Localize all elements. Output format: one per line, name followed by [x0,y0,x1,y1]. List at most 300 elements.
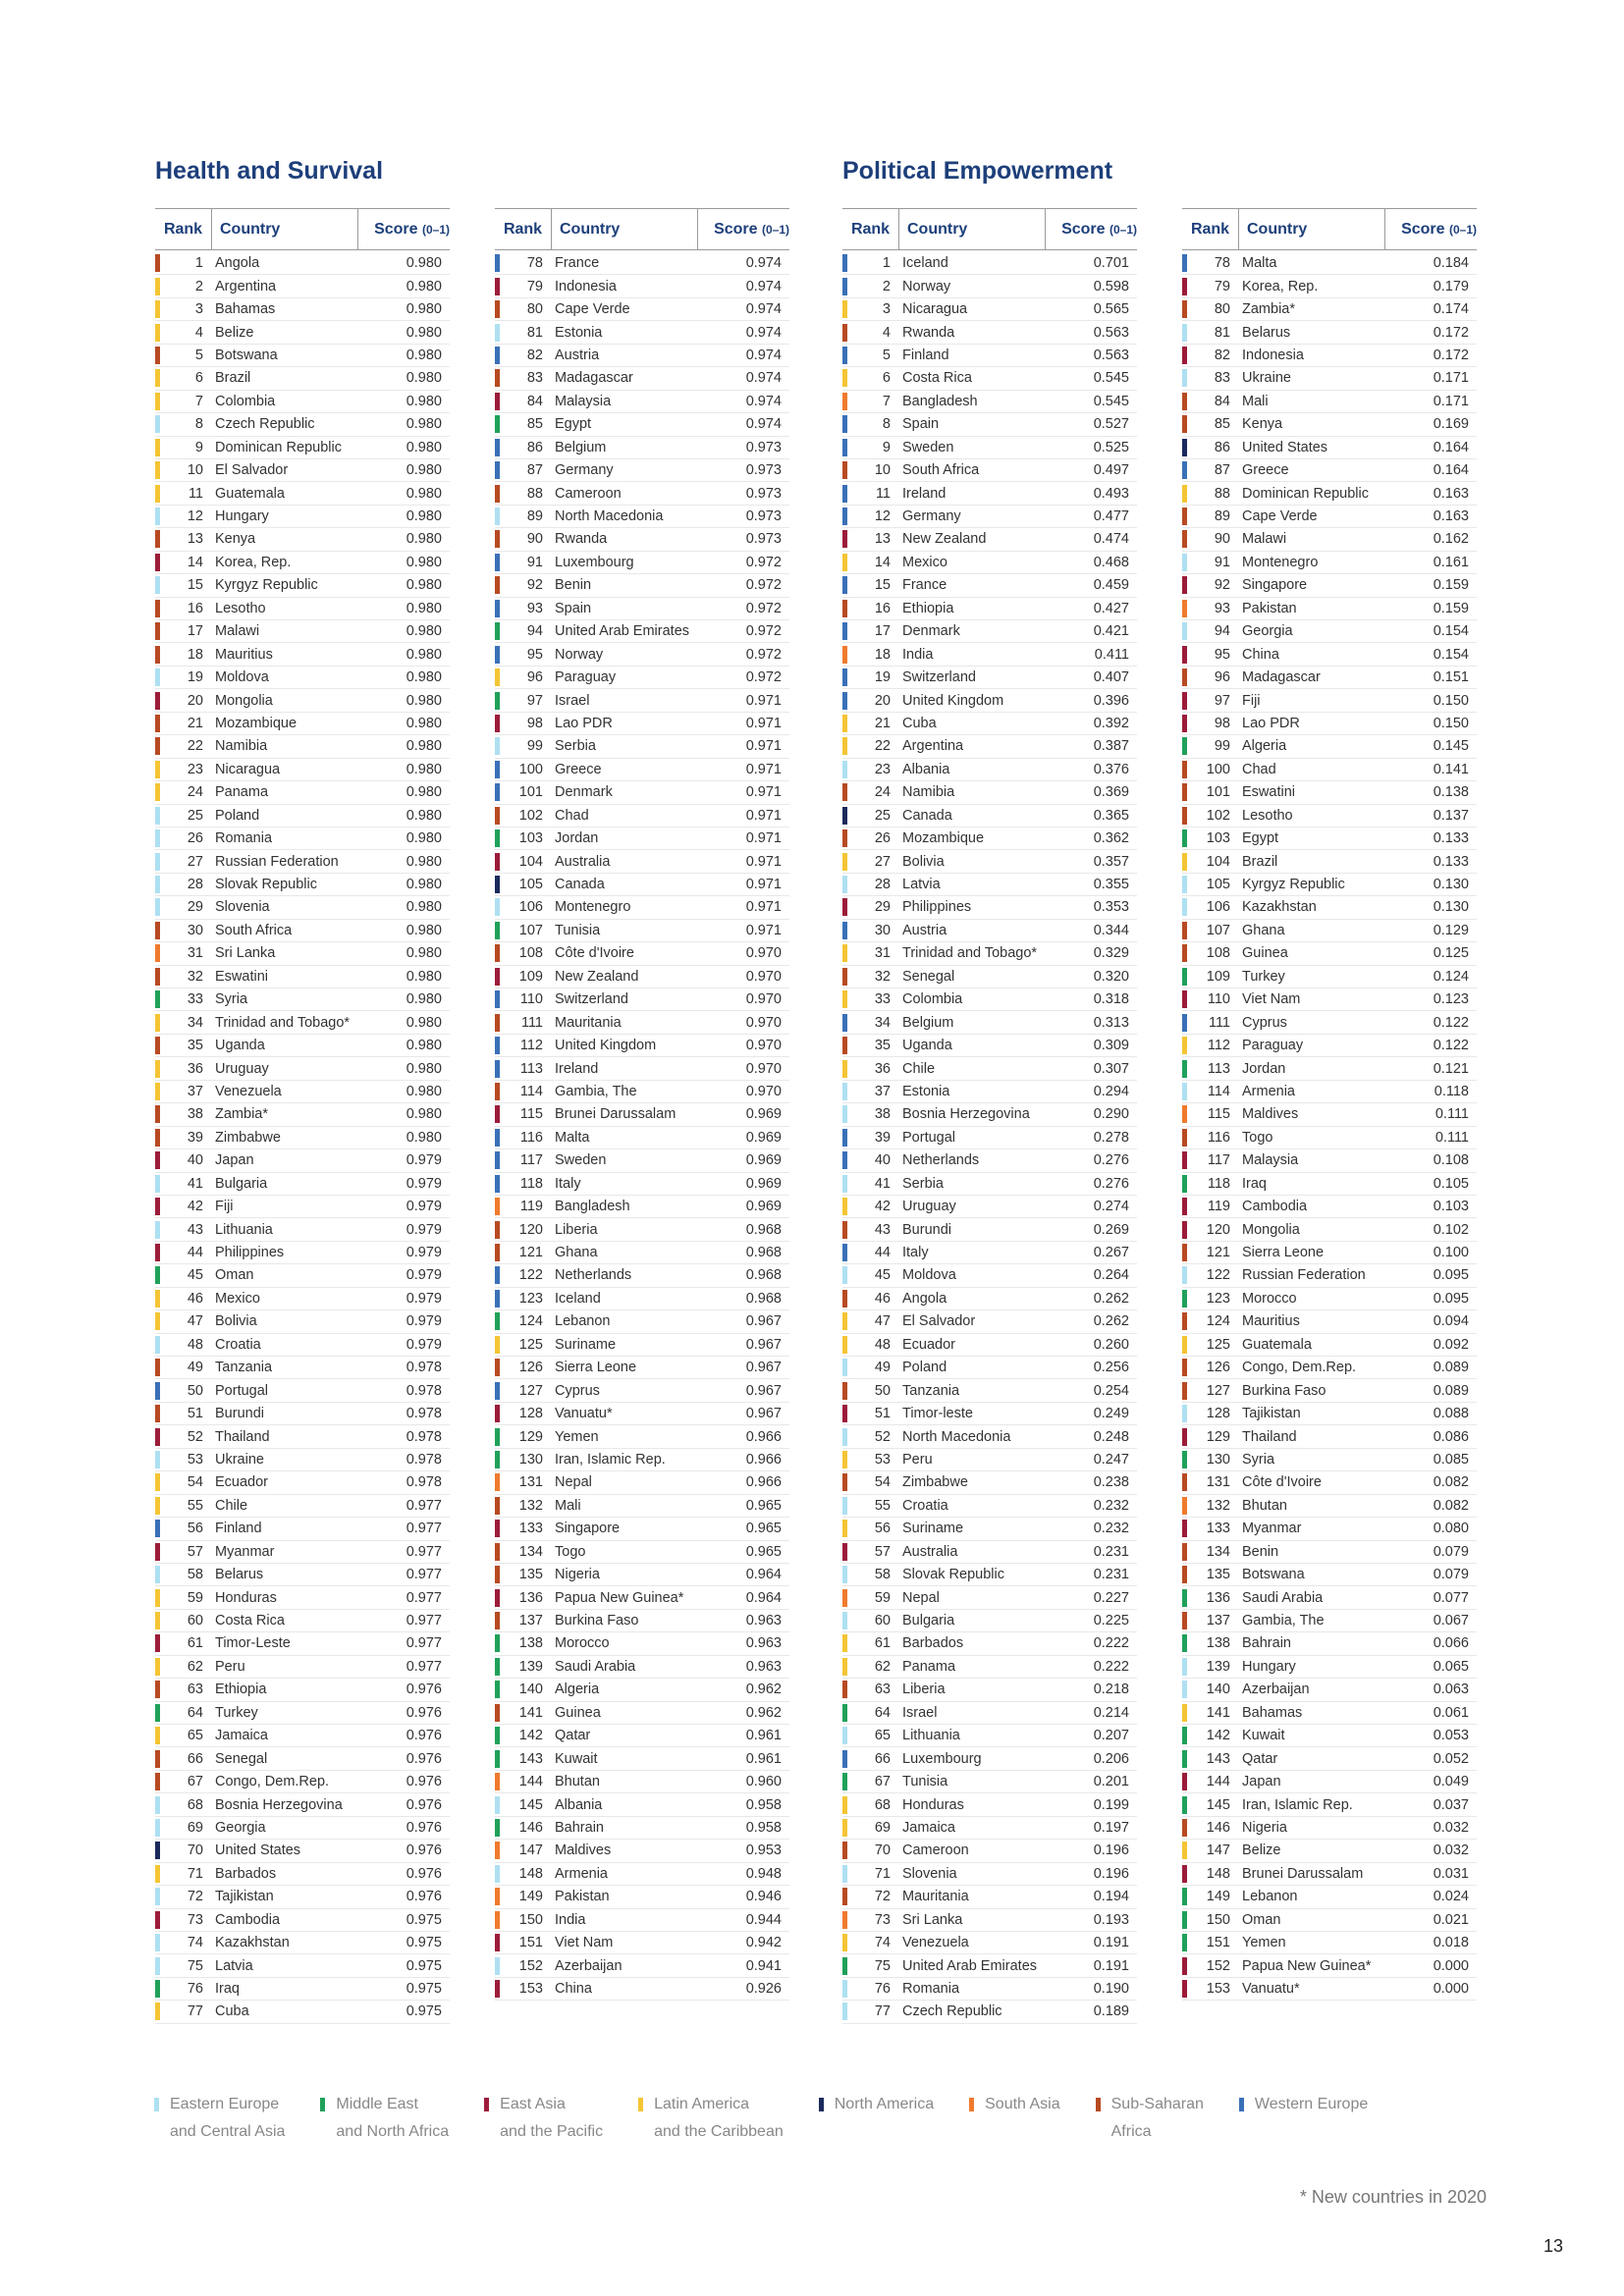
score-cell: 0.975 [406,1957,442,1974]
rank-cell: 43 [187,1221,203,1238]
rank-cell: 153 [518,1981,543,1998]
score-cell: 0.976 [406,1750,442,1767]
country-cell: Cameroon [555,485,622,502]
country-cell: Tunisia [902,1774,948,1790]
rank-cell: 131 [518,1474,543,1491]
score-cell: 0.977 [406,1567,442,1583]
table-row [155,1218,450,1241]
table-row [155,2001,450,2023]
legend-swatch [154,2098,159,2111]
country-cell: Mauritania [902,1889,969,1905]
score-cell: 0.969 [745,1199,782,1215]
rank-cell: 77 [187,2003,203,2020]
rank-cell: 1 [882,255,891,272]
rank-cell: 25 [187,807,203,824]
table-row [495,437,789,459]
rank-cell: 101 [518,784,543,801]
table-row [155,896,450,919]
score-cell: 0.477 [1093,508,1129,525]
country-cell: South Africa [902,462,980,479]
country-cell: Rwanda [902,324,955,341]
rank-cell: 125 [1206,1336,1230,1353]
table-row [495,1932,789,1954]
table-row [1182,667,1477,689]
rank-cell: 32 [874,968,891,985]
table-row [1182,896,1477,919]
table-row [495,850,789,873]
country-cell: Ethiopia [215,1682,267,1698]
score-cell: 0.052 [1433,1750,1469,1767]
score-cell: 0.980 [406,623,442,640]
score-cell: 0.092 [1433,1336,1469,1353]
score-cell: 0.238 [1093,1474,1129,1491]
country-cell: India [555,1911,586,1928]
score-cell: 0.290 [1093,1106,1129,1123]
country-cell: Saudi Arabia [1242,1589,1324,1606]
score-cell: 0.369 [1093,784,1129,801]
rank-cell: 60 [187,1613,203,1629]
rank-cell: 16 [187,600,203,616]
table-row [155,1747,450,1770]
legend-item-mena [320,2091,449,2146]
country-cell: Belgium [555,439,607,455]
rank-cell: 41 [187,1175,203,1192]
legend-label: Sub-Saharan Africa [1110,2096,1204,2140]
table-row [495,1886,789,1908]
score-cell: 0.980 [406,807,442,824]
score-cell: 0.976 [406,1889,442,1905]
table-row [495,735,789,758]
score-cell: 0.980 [406,945,442,962]
score-cell: 0.365 [1093,807,1129,824]
country-cell: Bolivia [902,853,945,870]
rank-cell: 55 [187,1497,203,1514]
score-cell: 0.207 [1093,1728,1129,1744]
table-row [842,920,1137,942]
rank-cell: 110 [1207,991,1230,1008]
country-cell: Viet Nam [555,1935,614,1951]
country-cell: Estonia [555,324,603,341]
table-row [842,896,1137,919]
country-cell: Norway [902,278,951,294]
score-cell: 0.049 [1433,1774,1469,1790]
rank-cell: 31 [187,945,203,962]
score-cell: 0.980 [406,370,442,387]
country-cell: Pakistan [555,1889,610,1905]
country-cell: Brunei Darussalam [555,1106,677,1123]
score-cell: 0.329 [1093,945,1129,962]
score-cell: 0.318 [1093,991,1129,1008]
country-cell: Vanuatu* [1242,1981,1300,1998]
country-cell: Romania [902,1981,960,1998]
rank-cell: 28 [187,877,203,893]
table-row [155,298,450,321]
country-cell: Cyprus [1242,1014,1287,1031]
rank-cell: 153 [1206,1981,1230,1998]
rank-cell: 98 [1214,715,1230,731]
country-cell: Uruguay [902,1199,956,1215]
table-row [842,942,1137,965]
score-cell: 0.082 [1433,1497,1469,1514]
rank-cell: 121 [1206,1245,1230,1261]
table-row [842,1771,1137,1793]
score-cell: 0.971 [745,692,782,709]
table-row [842,413,1137,436]
country-cell: Costa Rica [215,1613,285,1629]
rank-cell: 104 [518,853,543,870]
rank-cell: 72 [187,1889,203,1905]
rank-cell: 27 [187,853,203,870]
rank-cell: 132 [518,1497,543,1514]
table-row [842,1725,1137,1747]
score-cell: 0.965 [745,1543,782,1560]
rank-cell: 130 [518,1451,543,1468]
table-row [842,1495,1137,1518]
table-row [155,1632,450,1655]
score-cell: 0.980 [406,393,442,409]
score-cell: 0.977 [406,1589,442,1606]
rank-cell: 113 [1207,1060,1230,1077]
country-cell: Uganda [215,1038,265,1054]
table-body [495,252,789,2001]
header-score-label: Score [1061,220,1106,238]
score-cell: 0.159 [1433,577,1469,594]
country-cell: Austria [555,347,600,363]
score-cell: 0.201 [1093,1774,1129,1790]
country-cell: Nigeria [555,1567,600,1583]
country-cell: Eswatini [215,968,268,985]
table-row [1182,1471,1477,1494]
table-row [495,759,789,781]
score-cell: 0.123 [1433,991,1469,1008]
country-cell: Bulgaria [902,1613,955,1629]
country-cell: Denmark [555,784,613,801]
country-cell: Turkey [215,1704,258,1721]
country-cell: Bahrain [555,1819,604,1836]
rank-cell: 130 [1206,1451,1230,1468]
table-row [1182,828,1477,850]
score-cell: 0.980 [406,1014,442,1031]
table-row [155,1954,450,1977]
rank-cell: 79 [526,278,543,294]
table-row [842,1610,1137,1632]
rank-cell: 66 [187,1750,203,1767]
table-row [842,252,1137,275]
table-row [842,1379,1137,1402]
table-row [842,298,1137,321]
score-cell: 0.227 [1093,1589,1129,1606]
score-cell: 0.232 [1093,1521,1129,1537]
country-cell: El Salvador [902,1313,976,1330]
table-row [495,345,789,367]
rank-cell: 129 [518,1428,543,1445]
rank-cell: 93 [526,600,543,616]
rank-cell: 98 [526,715,543,731]
country-cell: Myanmar [215,1543,275,1560]
table-row [842,988,1137,1011]
header-score-label: Score [374,220,418,238]
rank-cell: 8 [882,416,891,433]
country-cell: Bosnia Herzegovina [215,1796,343,1813]
table-row [842,620,1137,643]
country-cell: Papua New Guinea* [1242,1957,1372,1974]
score-cell: 0.970 [745,1014,782,1031]
country-cell: Syria [215,991,248,1008]
table-row [1182,1011,1477,1034]
score-cell: 0.063 [1433,1682,1469,1698]
country-cell: Ireland [902,485,947,502]
rank-cell: 120 [1206,1221,1230,1238]
score-cell: 0.133 [1433,830,1469,847]
rank-cell: 91 [526,554,543,570]
table-row [495,275,789,297]
score-cell: 0.459 [1093,577,1129,594]
score-cell: 0.174 [1433,301,1469,318]
score-cell: 0.089 [1433,1382,1469,1399]
table-row [155,643,450,666]
country-cell: Algeria [1242,738,1287,755]
country-cell: Angola [902,1290,947,1307]
table-row [842,1449,1137,1471]
table-row [1182,620,1477,643]
score-cell: 0.980 [406,577,442,594]
country-cell: North Macedonia [902,1428,1011,1445]
rank-cell: 142 [1206,1728,1230,1744]
score-cell: 0.980 [406,715,442,731]
table-row [155,1518,450,1540]
table-row [495,1702,789,1725]
rank-cell: 65 [874,1728,891,1744]
score-cell: 0.979 [406,1221,442,1238]
table-row [155,781,450,804]
rank-cell: 121 [518,1245,543,1261]
rank-cell: 132 [1206,1497,1230,1514]
country-cell: Oman [1242,1911,1281,1928]
score-cell: 0.474 [1093,531,1129,548]
rank-cell: 67 [187,1774,203,1790]
rank-cell: 102 [1206,807,1230,824]
country-cell: Jordan [555,830,599,847]
table-row [842,1242,1137,1264]
score-cell: 0.122 [1433,1014,1469,1031]
country-cell: Sri Lanka [902,1911,963,1928]
table-row [842,1679,1137,1701]
score-cell: 0.172 [1433,324,1469,341]
country-cell: Finland [902,347,949,363]
rank-cell: 71 [874,1865,891,1882]
table-row [842,1586,1137,1609]
table-row [1182,528,1477,551]
country-cell: New Zealand [902,531,987,548]
rank-cell: 52 [874,1428,891,1445]
table-header [842,208,1137,250]
table-row [495,1357,789,1379]
country-cell: Chad [555,807,589,824]
table-row [1182,345,1477,367]
table-row [1182,1886,1477,1908]
score-cell: 0.129 [1433,922,1469,938]
rank-cell: 109 [518,968,543,985]
legend-swatch [1239,2098,1244,2111]
rank-cell: 74 [874,1935,891,1951]
score-cell: 0.307 [1093,1060,1129,1077]
table-row [155,1127,450,1149]
rank-cell: 141 [1206,1704,1230,1721]
table-row [1182,1793,1477,1816]
rank-cell: 111 [520,1014,543,1031]
rank-cell: 35 [874,1038,891,1054]
rank-cell: 122 [518,1267,543,1284]
table-row [842,781,1137,804]
table-row [842,2001,1137,2023]
score-cell: 0.563 [1093,324,1129,341]
rank-cell: 82 [526,347,543,363]
score-cell: 0.977 [406,1497,442,1514]
country-cell: Kuwait [555,1750,598,1767]
country-cell: Latvia [215,1957,253,1974]
rank-cell: 88 [526,485,543,502]
rank-cell: 45 [874,1267,891,1284]
country-cell: Côte d'Ivoire [555,945,634,962]
header-rank: Rank [1182,208,1239,250]
country-cell: Argentina [902,738,964,755]
rank-cell: 118 [1207,1175,1230,1192]
table-row [1182,437,1477,459]
rank-cell: 139 [1206,1658,1230,1675]
rank-cell: 150 [518,1911,543,1928]
rank-cell: 102 [518,807,543,824]
country-cell: Cape Verde [555,301,630,318]
rank-cell: 6 [194,370,203,387]
rank-cell: 91 [1214,554,1230,570]
table-row [842,1127,1137,1149]
country-cell: Azerbaijan [1242,1682,1310,1698]
country-cell: Bangladesh [902,393,978,409]
legend-label: Middle East and North Africa [336,2096,450,2140]
country-cell: Sweden [555,1152,607,1169]
rank-cell: 105 [518,877,543,893]
footnote: * New countries in 2020 [1299,2187,1487,2207]
rank-cell: 70 [187,1842,203,1859]
table-row [155,321,450,344]
header-score [1046,208,1137,251]
table-row [1182,1357,1477,1379]
score-cell: 0.980 [406,761,442,777]
table-row [842,1057,1137,1080]
rank-cell: 17 [187,623,203,640]
rank-cell: 4 [194,324,203,341]
table-row [495,1196,789,1218]
country-cell: Senegal [215,1750,268,1767]
table-health-1 [155,208,450,2024]
country-cell: Myanmar [1242,1521,1302,1537]
rank-cell: 123 [518,1290,543,1307]
country-cell: Nicaragua [215,761,281,777]
score-cell: 0.079 [1433,1567,1469,1583]
table-row [1182,1149,1477,1172]
rank-cell: 152 [518,1957,543,1974]
table-row [1182,1725,1477,1747]
table-row [1182,1632,1477,1655]
country-cell: Cambodia [215,1911,281,1928]
score-cell: 0.963 [745,1635,782,1652]
score-cell: 0.066 [1433,1635,1469,1652]
country-cell: Saudi Arabia [555,1658,636,1675]
country-cell: Syria [1242,1451,1275,1468]
table-row [1182,1586,1477,1609]
rank-cell: 103 [1206,830,1230,847]
country-cell: Philippines [902,899,972,916]
country-cell: Australia [555,853,611,870]
score-cell: 0.024 [1433,1889,1469,1905]
table-row [1182,1817,1477,1840]
rank-cell: 137 [518,1613,543,1629]
table-row [495,1541,789,1564]
rank-cell: 133 [518,1521,543,1537]
table-row [842,667,1137,689]
table-row [1182,1610,1477,1632]
rank-cell: 51 [874,1406,891,1422]
score-cell: 0.972 [745,554,782,570]
table-row [1182,252,1477,275]
rank-cell: 97 [526,692,543,709]
table-row [1182,1932,1477,1954]
rank-cell: 32 [187,968,203,985]
country-cell: Guinea [555,1704,601,1721]
score-cell: 0.294 [1093,1083,1129,1099]
table-row [495,1127,789,1149]
country-cell: Burkina Faso [1242,1382,1326,1399]
table-header [495,208,789,250]
score-cell: 0.975 [406,1981,442,1998]
country-cell: Mozambique [902,830,985,847]
score-cell: 0.980 [406,347,442,363]
rank-cell: 83 [526,370,543,387]
table-row [155,1610,450,1632]
score-cell: 0.970 [745,1060,782,1077]
score-cell: 0.278 [1093,1129,1129,1146]
score-cell: 0.194 [1093,1889,1129,1905]
table-row [495,1081,789,1103]
table-row [1182,1379,1477,1402]
score-cell: 0.969 [745,1152,782,1169]
rank-cell: 38 [874,1106,891,1123]
rank-cell: 152 [1206,1957,1230,1974]
rank-cell: 85 [526,416,543,433]
rank-cell: 47 [187,1313,203,1330]
score-cell: 0.103 [1433,1199,1469,1215]
rank-cell: 8 [194,416,203,433]
table-row [842,689,1137,712]
rank-cell: 20 [874,692,891,709]
score-cell: 0.067 [1433,1613,1469,1629]
country-cell: Latvia [902,877,941,893]
score-cell: 0.971 [745,830,782,847]
country-cell: Malta [1242,255,1277,272]
table-row [842,1909,1137,1932]
score-cell: 0.164 [1433,462,1469,479]
table-row [155,966,450,988]
score-cell: 0.970 [745,945,782,962]
country-cell: Cambodia [1242,1199,1308,1215]
score-cell: 0.942 [745,1935,782,1951]
score-cell: 0.320 [1093,968,1129,985]
score-cell: 0.214 [1093,1704,1129,1721]
score-cell: 0.976 [406,1819,442,1836]
score-cell: 0.169 [1433,416,1469,433]
country-cell: Malaysia [1242,1152,1299,1169]
country-cell: Bahamas [1242,1704,1303,1721]
